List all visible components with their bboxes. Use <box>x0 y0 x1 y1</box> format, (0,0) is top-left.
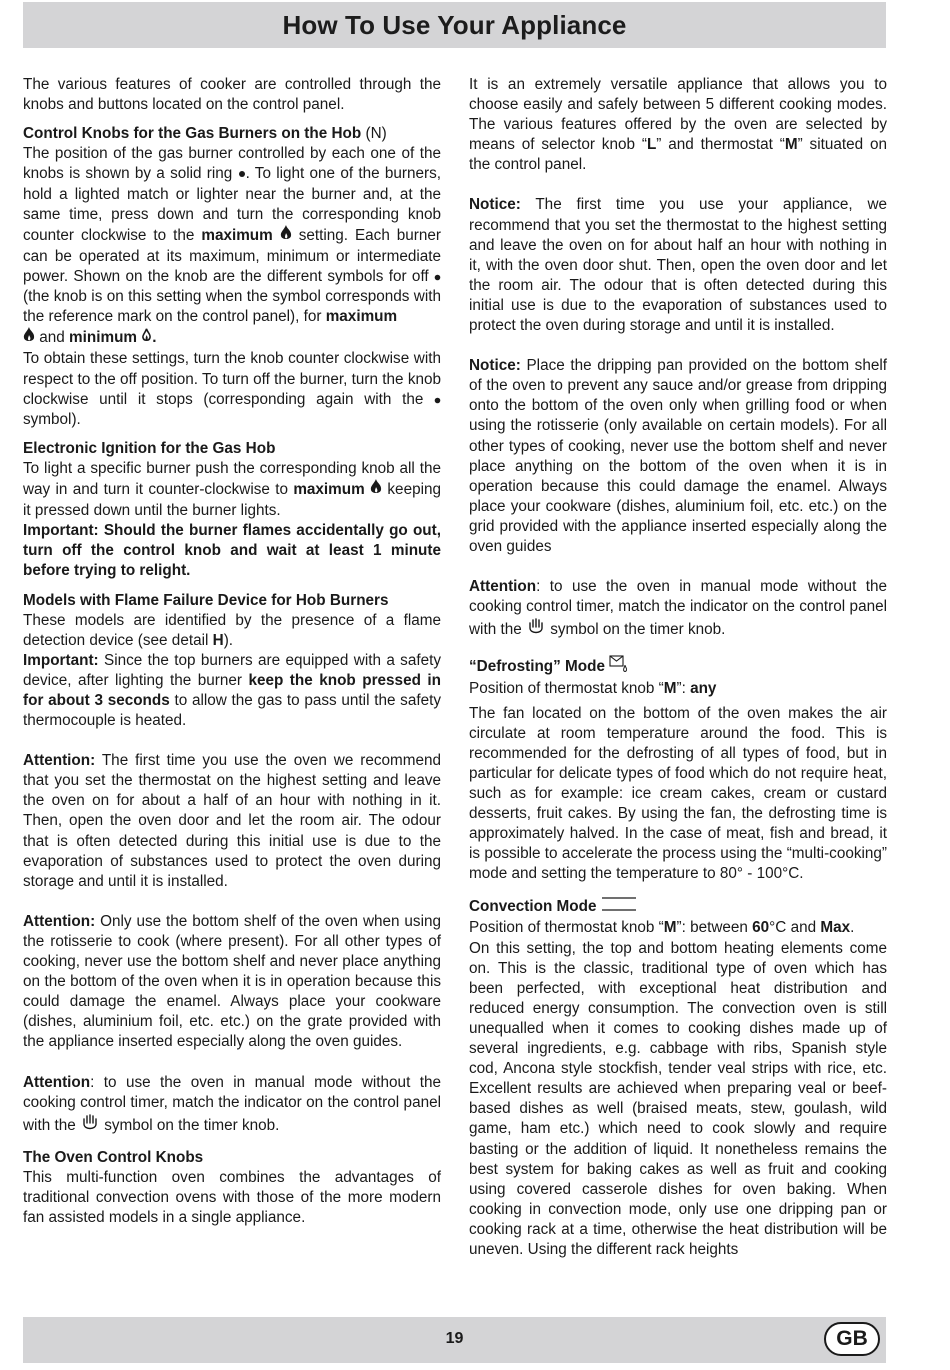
off-dot-icon <box>434 390 441 410</box>
intro-paragraph: It is an extremely versatile appliance that allows you to choose easily and safely between 5 different cooking modes. The various features offered by the oven are selected by means of selector knob “L” and thermostat “M” situated on the control panel. <box>469 76 888 174</box>
section-heading: The Oven Control Knobs <box>23 1148 204 1166</box>
section-heading: Control Knobs for the Gas Burners on the Hob <box>23 125 362 143</box>
page-number: 19 <box>445 1330 464 1347</box>
defrost-description: The fan located on the bottom of the oven makes the air circulate at room temperature around the food. This is recommended for the defrosting of all types of food, but in particular for delicate types of food which do not require heat, such as for example: ice cream cakes, cream or custard desserts, fruit cakes. By using the fan, the defrosting time is approximately halved. In the case of meat, fish and bread, it is possible to accelerate the process using the “multi-cooking” mode and setting the temperature to 80° - 100°C. <box>469 704 887 883</box>
left-column <box>23 75 441 1228</box>
convection-section: Convection Mode Position of thermostat knob “M”: between 60°C and Max. On this setting, the top and bottom heating elements come on. This is the classic, traditional type of oven which has been perfected, with exceptional heat distribution and reduced energy consumption. The convection oven is still unequalled when it comes to cooking dishes made up of several ingredients, e.g. cabbage with ribs, Spanish style cod, Ancona style stockfish, tender veal strips with rice, etc. Excellent results are achieved when preparing veal or beef-based dishes as well (braised meats, stew, goulash, wild game, ham etc.) which need to cook slowly and require basting or the addition of liquid. It nonetheless remains the best system for baking cakes as well as fruit and cooking using covered casserole dishes for oven baking. When cooking in convection mode, only use one dripping pan or cooking rack at a time, otherwise the heat distribution will be uneven. Using the different rack heights <box>469 896 887 1260</box>
convection-icon <box>601 896 637 918</box>
page-header <box>23 2 886 48</box>
solid-ring-icon <box>238 164 246 184</box>
attention-paragraph: Attention: to use the oven in manual mode without the cooking control timer, match the indicator on the control panel with the symbol on the timer knob. <box>23 1073 441 1139</box>
flame-max-icon <box>280 225 292 247</box>
ignition-section: Electronic Ignition for the Gas Hob To light a specific burner push the corresponding knob all the way in and turn it counter-clockwise to maximum keeping it pressed down until the burner lights. Important: Should the burner flames accidentally go out, turn off the control knob and wait at least 1 minute before trying to relight. <box>23 439 441 580</box>
language-badge: GB <box>824 1322 880 1356</box>
hand-timer-icon <box>526 617 546 643</box>
defrost-section: “Defrosting” Mode Position of thermostat knob “M”: any <box>469 655 887 699</box>
oven-knobs-section: The Oven Control Knobs This multi-function oven combines the advantages of traditional convection ovens with those of the more modern fan assisted models in a single appliance. <box>23 1148 441 1227</box>
notice-paragraph: Notice: Place the dripping pan provided on the bottom shelf of the oven to prevent any sauce and/or grease from dripping onto the bottom of the oven only when grilling food or when using the rotisserie (only available on certain models). For all other types of cooking, never use the bottom shelf and never place anything on the bottom of the oven when it is in operation because this could damage the enamel. Always place your cookware (dishes, aluminium foil, etc. etc.) on the grid provided with the appliance inserted especially along the oven guides <box>469 357 887 555</box>
intro-paragraph: The various features of cooker are controlled through the knobs and buttons located on the control panel. <box>23 76 441 114</box>
flame-failure-section: Models with Flame Failure Device for Hob Burners These models are identified by the presence of a flame detection device (see detail H). Important: Since the top burners are equipped with a safety device, after lighting the burner keep the knob pressed in for about 3 seconds to allow the gas to pass until the safety thermocouple is heated. <box>23 591 441 730</box>
flame-max-icon <box>23 327 35 349</box>
attention-paragraph: Attention: The first time you use the oven we recommend that you set the thermostat on the highest setting and leave the oven on for about a half of an hour with nothing in it. Then, open the oven door and let the room air. The odour that is often detected during this initial use is due to the evaporation of substances used to protect the oven during storage and until it is installed. <box>23 752 441 890</box>
defrost-icon <box>609 655 629 679</box>
notice-paragraph: Notice: The first time you use your appliance, we recommend that you set the thermostat to the highest setting and leave the oven on for about half an hour with nothing in it, with the oven door shut. Then, open the oven door and let the room air. The odour that is often detected during this initial use is due to the evaporation of substances used to protect the oven during storage and until it is installed. <box>469 196 887 335</box>
off-dot-icon <box>434 267 441 287</box>
flame-max-icon <box>370 479 382 501</box>
section-heading: “Defrosting” Mode <box>469 658 605 676</box>
hand-timer-icon <box>80 1113 100 1139</box>
section-heading: Electronic Ignition for the Gas Hob <box>23 439 276 457</box>
flame-min-icon <box>141 328 152 348</box>
page-footer <box>23 1317 886 1363</box>
important-note: Important: Should the burner flames accidentally go out, turn off the control knob and wait at least 1 minute before trying to relight. <box>23 522 441 580</box>
section-heading: Convection Mode <box>469 898 597 916</box>
attention-paragraph: Attention: to use the oven in manual mode without the cooking control timer, match the indicator on the control panel with the symbol on the timer knob. <box>469 577 887 643</box>
right-column <box>469 75 887 1260</box>
attention-paragraph: Attention: Only use the bottom shelf of the oven when using the rotisserie to cook (where present). For all other types of cooking, never use the bottom shelf and never place anything on the bottom of the oven when it is in operation because this could damage the enamel. Always place your cookware (dishes, aluminium foil, etc. etc.) on the grate provided with the appliance inserted especially along the oven guides. <box>23 912 441 1051</box>
gas-knobs-section: Control Knobs for the Gas Burners on the Hob (N) The position of the gas burner controlled by each one of the knobs is shown by a solid ring . To light one of the burners, hold a lighted match or lighter near the burner and, at the same time, press down and turn the corresponding knob counter clockwise to the maximum setting. Each burner can be operated at its maximum, minimum or intermediate power. Shown on the knob are the different symbols for off (the knob is on this setting when the symbol corresponds with the reference mark on the control panel), for maximum and minimum . To obtain these settings, turn the knob counter clockwise with respect to the off position. To turn off the burner, turn the knob clockwise until it stops (corresponding again with the symbol). <box>23 125 442 428</box>
page-title: How To Use Your Appliance <box>282 9 627 40</box>
section-heading: Models with Flame Failure Device for Hob Burners <box>23 591 389 609</box>
